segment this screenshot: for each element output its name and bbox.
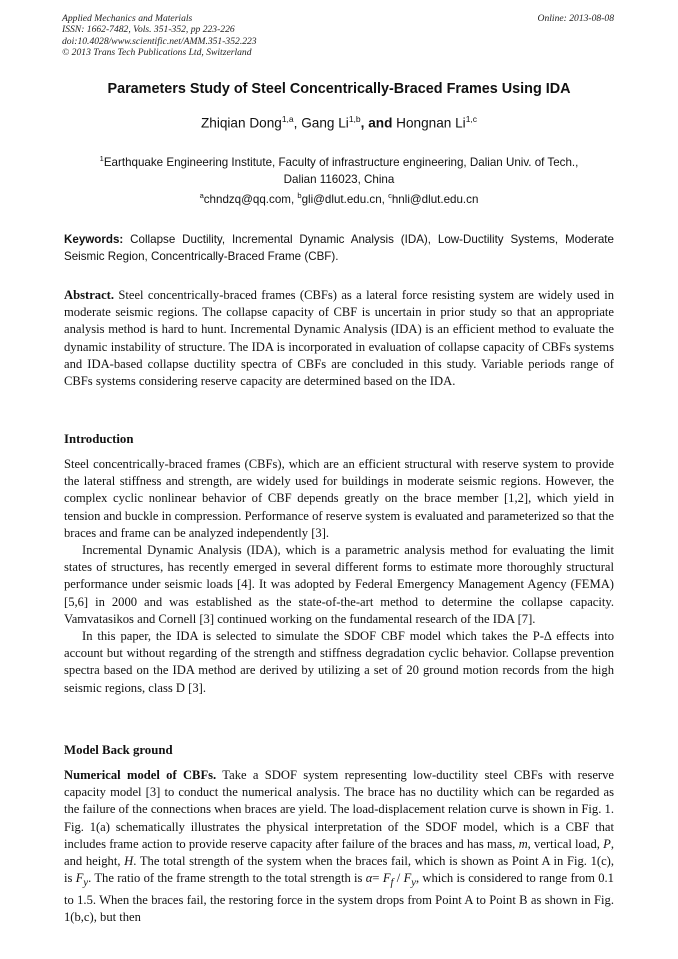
issn-line: ISSN: 1662-7482, Vols. 351-352, pp 223-226 bbox=[62, 24, 235, 36]
journal-header bbox=[62, 13, 257, 59]
online-date: Online: 2013-08-08 bbox=[537, 13, 614, 24]
introduction-body bbox=[64, 456, 614, 697]
affiliation-line1: Earthquake Engineering Institute, Faculty of infrastructure engineering, Dalian Univ. of Tech., bbox=[103, 155, 579, 169]
copyright-line: © 2013 Trans Tech Publications Ltd, Switzerland bbox=[62, 47, 252, 59]
doi-line: doi:10.4028/www.scientific.net/AMM.351-352.223 bbox=[62, 35, 257, 47]
symbol-ff: F bbox=[382, 871, 391, 886]
author-sup: 1,a bbox=[281, 114, 294, 124]
symbol-fy: F bbox=[403, 871, 412, 886]
model-text: . The total strength of the system when the braces fail, which is shown as Point A in Fig. 1(c), is bbox=[64, 854, 615, 886]
symbol-p: P bbox=[603, 836, 611, 851]
model-text: , vertical load, bbox=[527, 836, 604, 851]
model-lead: Numerical model of CBFs. bbox=[64, 768, 217, 782]
email-sup: a bbox=[199, 191, 204, 200]
author-name: Hongnan Li bbox=[396, 115, 466, 131]
model-text: = bbox=[372, 871, 383, 886]
author-sup: 1,b bbox=[348, 114, 361, 124]
affiliation bbox=[0, 150, 678, 188]
author-name: Gang Li bbox=[301, 115, 349, 131]
affiliation-sup: 1 bbox=[99, 154, 104, 163]
abstract-label: Abstract. bbox=[64, 288, 115, 302]
email-link[interactable]: hnli@dlut.edu.cn bbox=[391, 192, 479, 206]
model-text: , and height, bbox=[64, 836, 614, 869]
introduction-heading: Introduction bbox=[64, 432, 134, 446]
abstract-section bbox=[64, 287, 614, 390]
model-body bbox=[64, 767, 614, 926]
author-list bbox=[0, 114, 678, 131]
model-text: , which is considered to range from 0.1 to 1.5. When the braces fail, the restoring force in the system drops from Point A to Point B as shown in Fig. 1(b,c), but then bbox=[64, 871, 614, 925]
symbol-ff-sub: f bbox=[390, 877, 394, 889]
introduction-paragraph: In this paper, the IDA is selected to simulate the SDOF CBF model which takes the P-Δ effects into account but without regarding of the strength and stiffness degradation cyclic behavior. Collapse prevention spectra based on the IDA method are derived by utilizing a set of 20 ground motion records from the high seismic regions, class D [3]. bbox=[64, 629, 614, 695]
email-list: $^a$chndzq@qq.com, $^b$gli@dlut.edu.cn, $^c$hnli@dlut.edu.cn bbox=[199, 191, 479, 206]
email-sup: c bbox=[388, 191, 392, 200]
symbol-alpha: α bbox=[365, 871, 373, 886]
symbol-m: m bbox=[518, 836, 528, 851]
email-link[interactable]: gli@dlut.edu.cn bbox=[301, 192, 382, 206]
model-paragraph bbox=[64, 767, 614, 926]
introduction-paragraph: Steel concentrically-braced frames (CBFs), which are an efficient structural with reserve system to provide the lateral stiffness and strength, are widely used for buildings in moderate seismic regions. However, the complex cyclic nonlinear behavior of CBF depends greatly on the brace member [1,2], which yield in tension and buckle in compression. Performance of reserve system is evaluated and parameterized so that the braces and frame can be analyzed independently [3]. bbox=[64, 457, 614, 540]
keywords-label: Keywords: bbox=[64, 233, 124, 246]
introduction-paragraph: Incremental Dynamic Analysis (IDA), which is a parametric analysis method for evaluating the limit states of structures, has recently emerged in several different forms to estimate more thoroughly structural performance under seismic loads [4]. It was adopted by Federal Emergency Management Agency (FEMA) [5,6] in 2000 and was established as the state-of-the-art method to determine the collapse capacity. Vamvatasikos and Cornell [3] continued working on the fundamental research of the IDA [7]. bbox=[64, 543, 614, 626]
symbol-h: H bbox=[124, 854, 134, 869]
author-name: Zhiqian Dong bbox=[200, 115, 282, 131]
model-heading: Model Back ground bbox=[64, 743, 173, 757]
model-text: . The ratio of the frame strength to the total strength is bbox=[88, 871, 366, 886]
symbol-fy: F bbox=[75, 871, 84, 886]
abstract-text: Steel concentrically-braced frames (CBFs) as a lateral force resisting system are widely used in moderate seismic regions. The collapse capacity of CBF is uncertain in prior study so that an appropriate analysis method is hard to hunt. Incremental Dynamic Analysis (IDA) is an efficient method to evaluate the dynamic instability of structure. The IDA is incorporated in evaluation of collapse capacity of CBFs systems and IDA-based collapse ductility spectra of CBFs are concluded in this study. Variable periods range of CBFs systems considering reserve capacity are determined based on the IDA. bbox=[64, 288, 614, 389]
keywords-section bbox=[64, 231, 614, 265]
paper-title: Parameters Study of Steel Concentrically-Braced Frames Using IDA bbox=[107, 81, 571, 97]
email-link[interactable]: chndzq@qq.com bbox=[203, 192, 291, 206]
keywords-text: Collapse Ductility, Incremental Dynamic Analysis (IDA), Low-Ductility Systems, Moderate Seismic Region, Concentrically-Braced Frame (CBF). bbox=[64, 233, 614, 263]
model-text: Take a SDOF system representing low-ductility steel CBFs with reserve capacity model [3] to conduct the numerical analysis. The brace has no ductility which can be regarded as the failure of the connections when braces are yield. The load-displacement relation curve is shown in Fig. 1. Fig. 1(a) schematically illustrates the physical interpretation of the SDOF model, which is a CBF that includes frame action to provide reserve capacity after failure of the braces and has mass, bbox=[64, 768, 614, 851]
author-separator: , bbox=[293, 115, 302, 131]
affiliation-line2: Dalian 116023, China bbox=[283, 172, 395, 186]
symbol-fy-sub: y bbox=[83, 877, 89, 889]
symbol-fy-sub: y bbox=[411, 877, 416, 889]
author-separator: , and bbox=[360, 115, 397, 131]
journal-name: Applied Mechanics and Materials bbox=[62, 13, 193, 24]
author-sup: 1,c bbox=[465, 114, 478, 124]
model-text: / bbox=[393, 871, 404, 886]
email-sup: b bbox=[297, 191, 302, 200]
